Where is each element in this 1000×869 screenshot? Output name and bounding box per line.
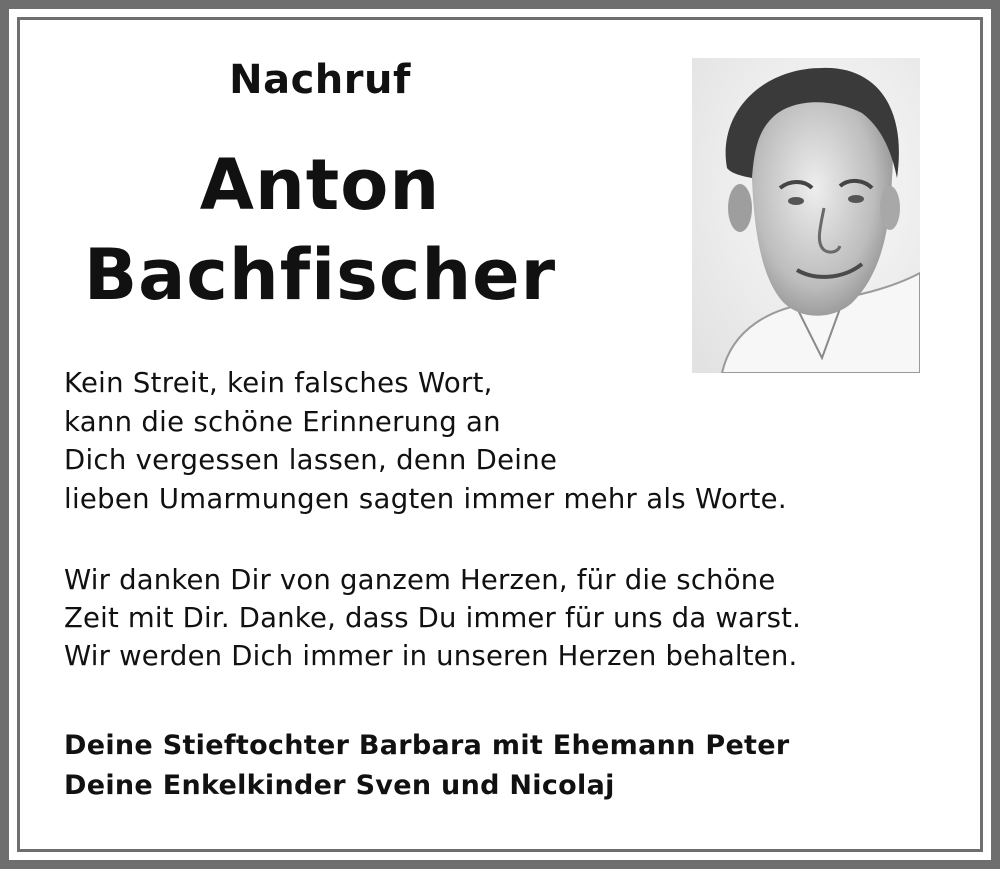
notice-heading: Nachruf — [229, 57, 411, 103]
deceased-name — [40, 140, 600, 320]
poem-line: kann die schöne Erinnerung an — [64, 405, 501, 438]
portrait-photo-icon — [692, 58, 920, 373]
deceased-last-name: Bachfischer — [83, 234, 557, 316]
poem-line: lieben Umarmungen sagten immer mehr als Worte. — [64, 482, 787, 515]
thanks-text — [64, 561, 944, 675]
poem-line: Dich vergessen lassen, denn Deine — [64, 444, 558, 476]
thanks-line: Wir werden Dich immer in unseren Herzen behalten. — [64, 640, 798, 672]
poem-text — [64, 364, 944, 518]
signature-line: Deine Enkelkinder Sven und Nicolaj — [64, 770, 615, 801]
signature-line: Deine Stieftochter Barbara mit Ehemann Peter — [64, 730, 790, 761]
poem-line: Kein Streit, kein falsches Wort, — [64, 367, 493, 399]
thanks-line: Wir danken Dir von ganzem Herzen, für die schöne — [64, 564, 776, 596]
signatures — [64, 726, 944, 806]
deceased-first-name: Anton — [199, 144, 441, 226]
portrait-illustration — [692, 58, 920, 373]
thanks-line: Zeit mit Dir. Danke, dass Du immer für uns da warst. — [64, 602, 802, 634]
